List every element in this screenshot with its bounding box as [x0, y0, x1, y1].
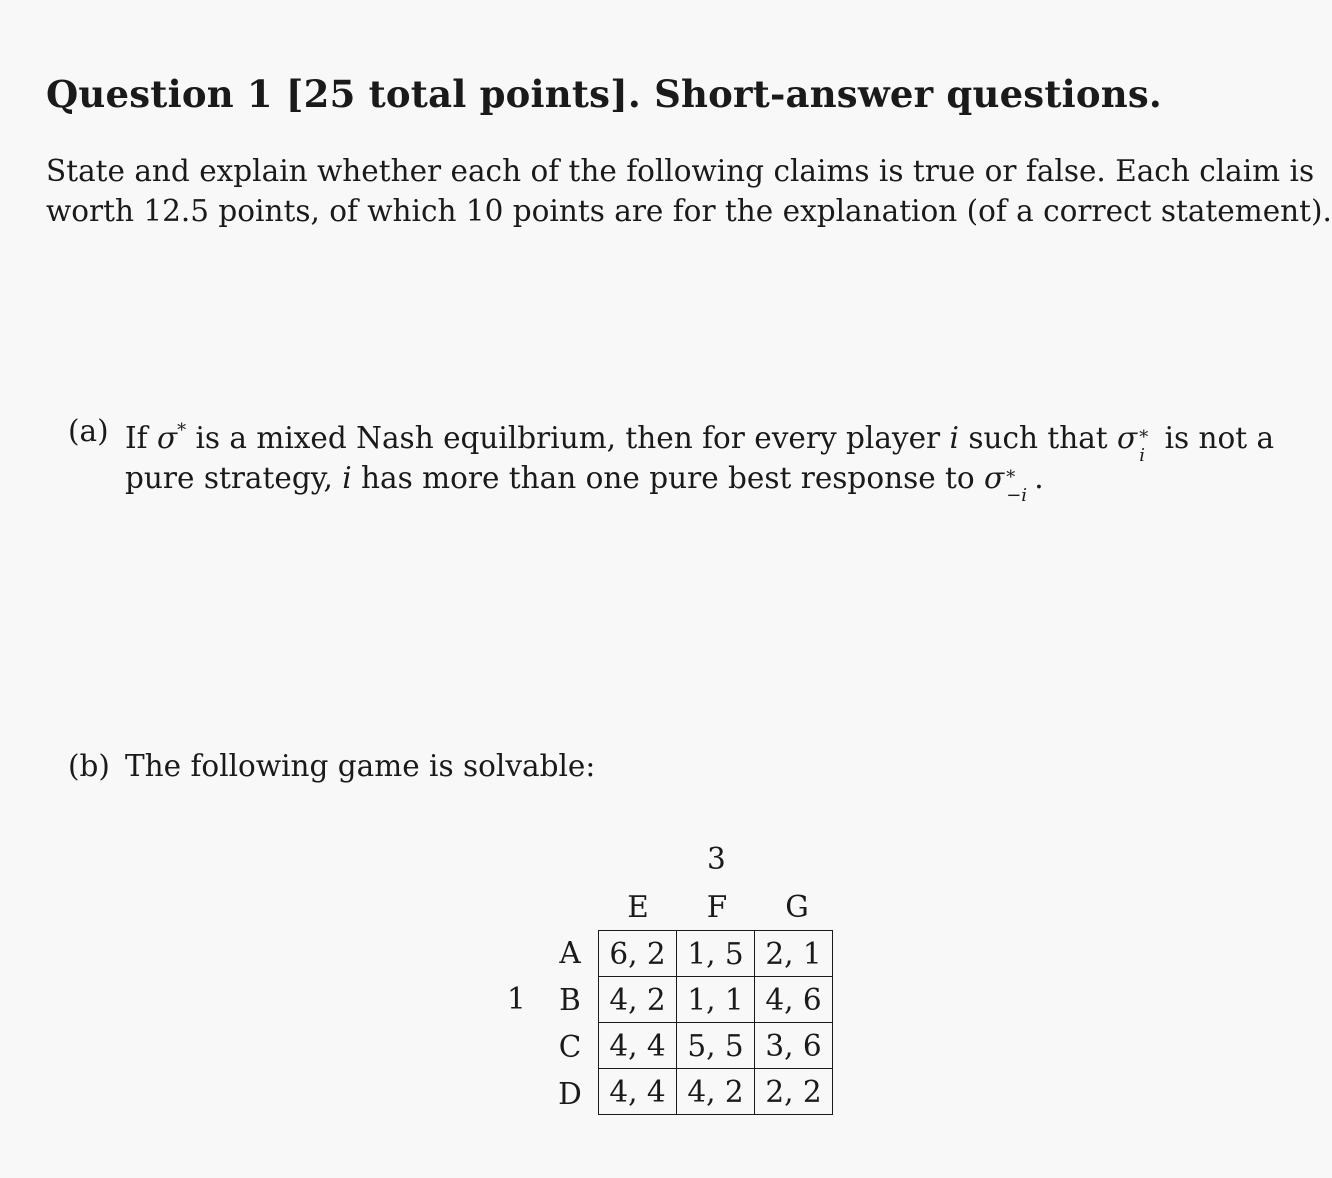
- star-minus-i-scripts: [1004, 467, 1034, 506]
- claim-text: .: [1034, 461, 1044, 495]
- part-b-text: The following game is solvable:: [125, 749, 596, 783]
- payoff-cell: 2, 2: [755, 1069, 833, 1115]
- part-a-claim: [125, 411, 1275, 506]
- column-label-G: G: [785, 890, 809, 924]
- player-i: i: [342, 461, 352, 495]
- row-player-label: 1: [507, 982, 526, 1016]
- table-row: [599, 1023, 833, 1069]
- sigma-symbol: σ: [156, 421, 178, 455]
- column-label-E: E: [627, 890, 649, 924]
- payoff-cell: 5, 5: [677, 1023, 755, 1069]
- table-row: [599, 1069, 833, 1115]
- i-subscript: i: [1139, 445, 1145, 466]
- payoff-cell: 1, 1: [677, 977, 755, 1023]
- row-label-B: B: [559, 983, 581, 1017]
- part-b-label: (b): [68, 749, 110, 783]
- question-instructions: [46, 151, 1332, 231]
- instructions-line-2: worth 12.5 points, of which 10 points are for the explanation (of a correct statement).: [46, 194, 1332, 228]
- part-a-line-2: [125, 458, 1274, 506]
- table-row: [599, 977, 833, 1023]
- star-superscript: *: [1006, 467, 1016, 488]
- claim-text: such that: [958, 421, 1118, 455]
- payoff-cell: 3, 6: [755, 1023, 833, 1069]
- sigma-symbol: σ: [984, 461, 1005, 495]
- claim-text: If: [125, 421, 157, 455]
- payoff-cell: 2, 1: [755, 931, 833, 977]
- sigma-symbol: σ: [1117, 421, 1138, 455]
- star-superscript: *: [177, 420, 187, 441]
- column-player-label: 3: [707, 842, 726, 876]
- question-heading: Question 1 [25 total points]. Short-answer questions.: [46, 72, 1162, 116]
- table-row: [599, 931, 833, 977]
- claim-text: is a mixed Nash equilbrium, then for every player: [186, 421, 950, 455]
- part-a-label: (a): [68, 414, 109, 448]
- column-label-F: F: [706, 890, 728, 924]
- claim-text: pure strategy,: [125, 461, 343, 495]
- claim-text: has more than one pure best response to: [351, 461, 985, 495]
- payoff-matrix: [500, 840, 860, 1130]
- part-b-claim: [125, 746, 595, 786]
- payoff-cell: 4, 4: [599, 1023, 677, 1069]
- star-superscript: *: [1139, 427, 1149, 448]
- row-label-D: D: [558, 1077, 582, 1111]
- payoff-grid: [598, 930, 833, 1115]
- payoff-cell: 6, 2: [599, 931, 677, 977]
- payoff-cell: 4, 2: [677, 1069, 755, 1115]
- payoff-cell: 1, 5: [677, 931, 755, 977]
- row-label-C: C: [558, 1030, 582, 1064]
- payoff-cell: 4, 6: [755, 977, 833, 1023]
- payoff-cell: 4, 4: [599, 1069, 677, 1115]
- instructions-line-1: State and explain whether each of the following claims is true or false. Each claim is: [46, 154, 1315, 188]
- minus-i-subscript: −i: [1006, 485, 1028, 506]
- player-i: i: [949, 421, 959, 455]
- payoff-cell: 4, 2: [599, 977, 677, 1023]
- part-a-line-1: [125, 411, 1275, 466]
- row-label-A: A: [559, 936, 581, 970]
- claim-text: is not a: [1155, 421, 1275, 455]
- star-i-scripts: [1137, 427, 1155, 466]
